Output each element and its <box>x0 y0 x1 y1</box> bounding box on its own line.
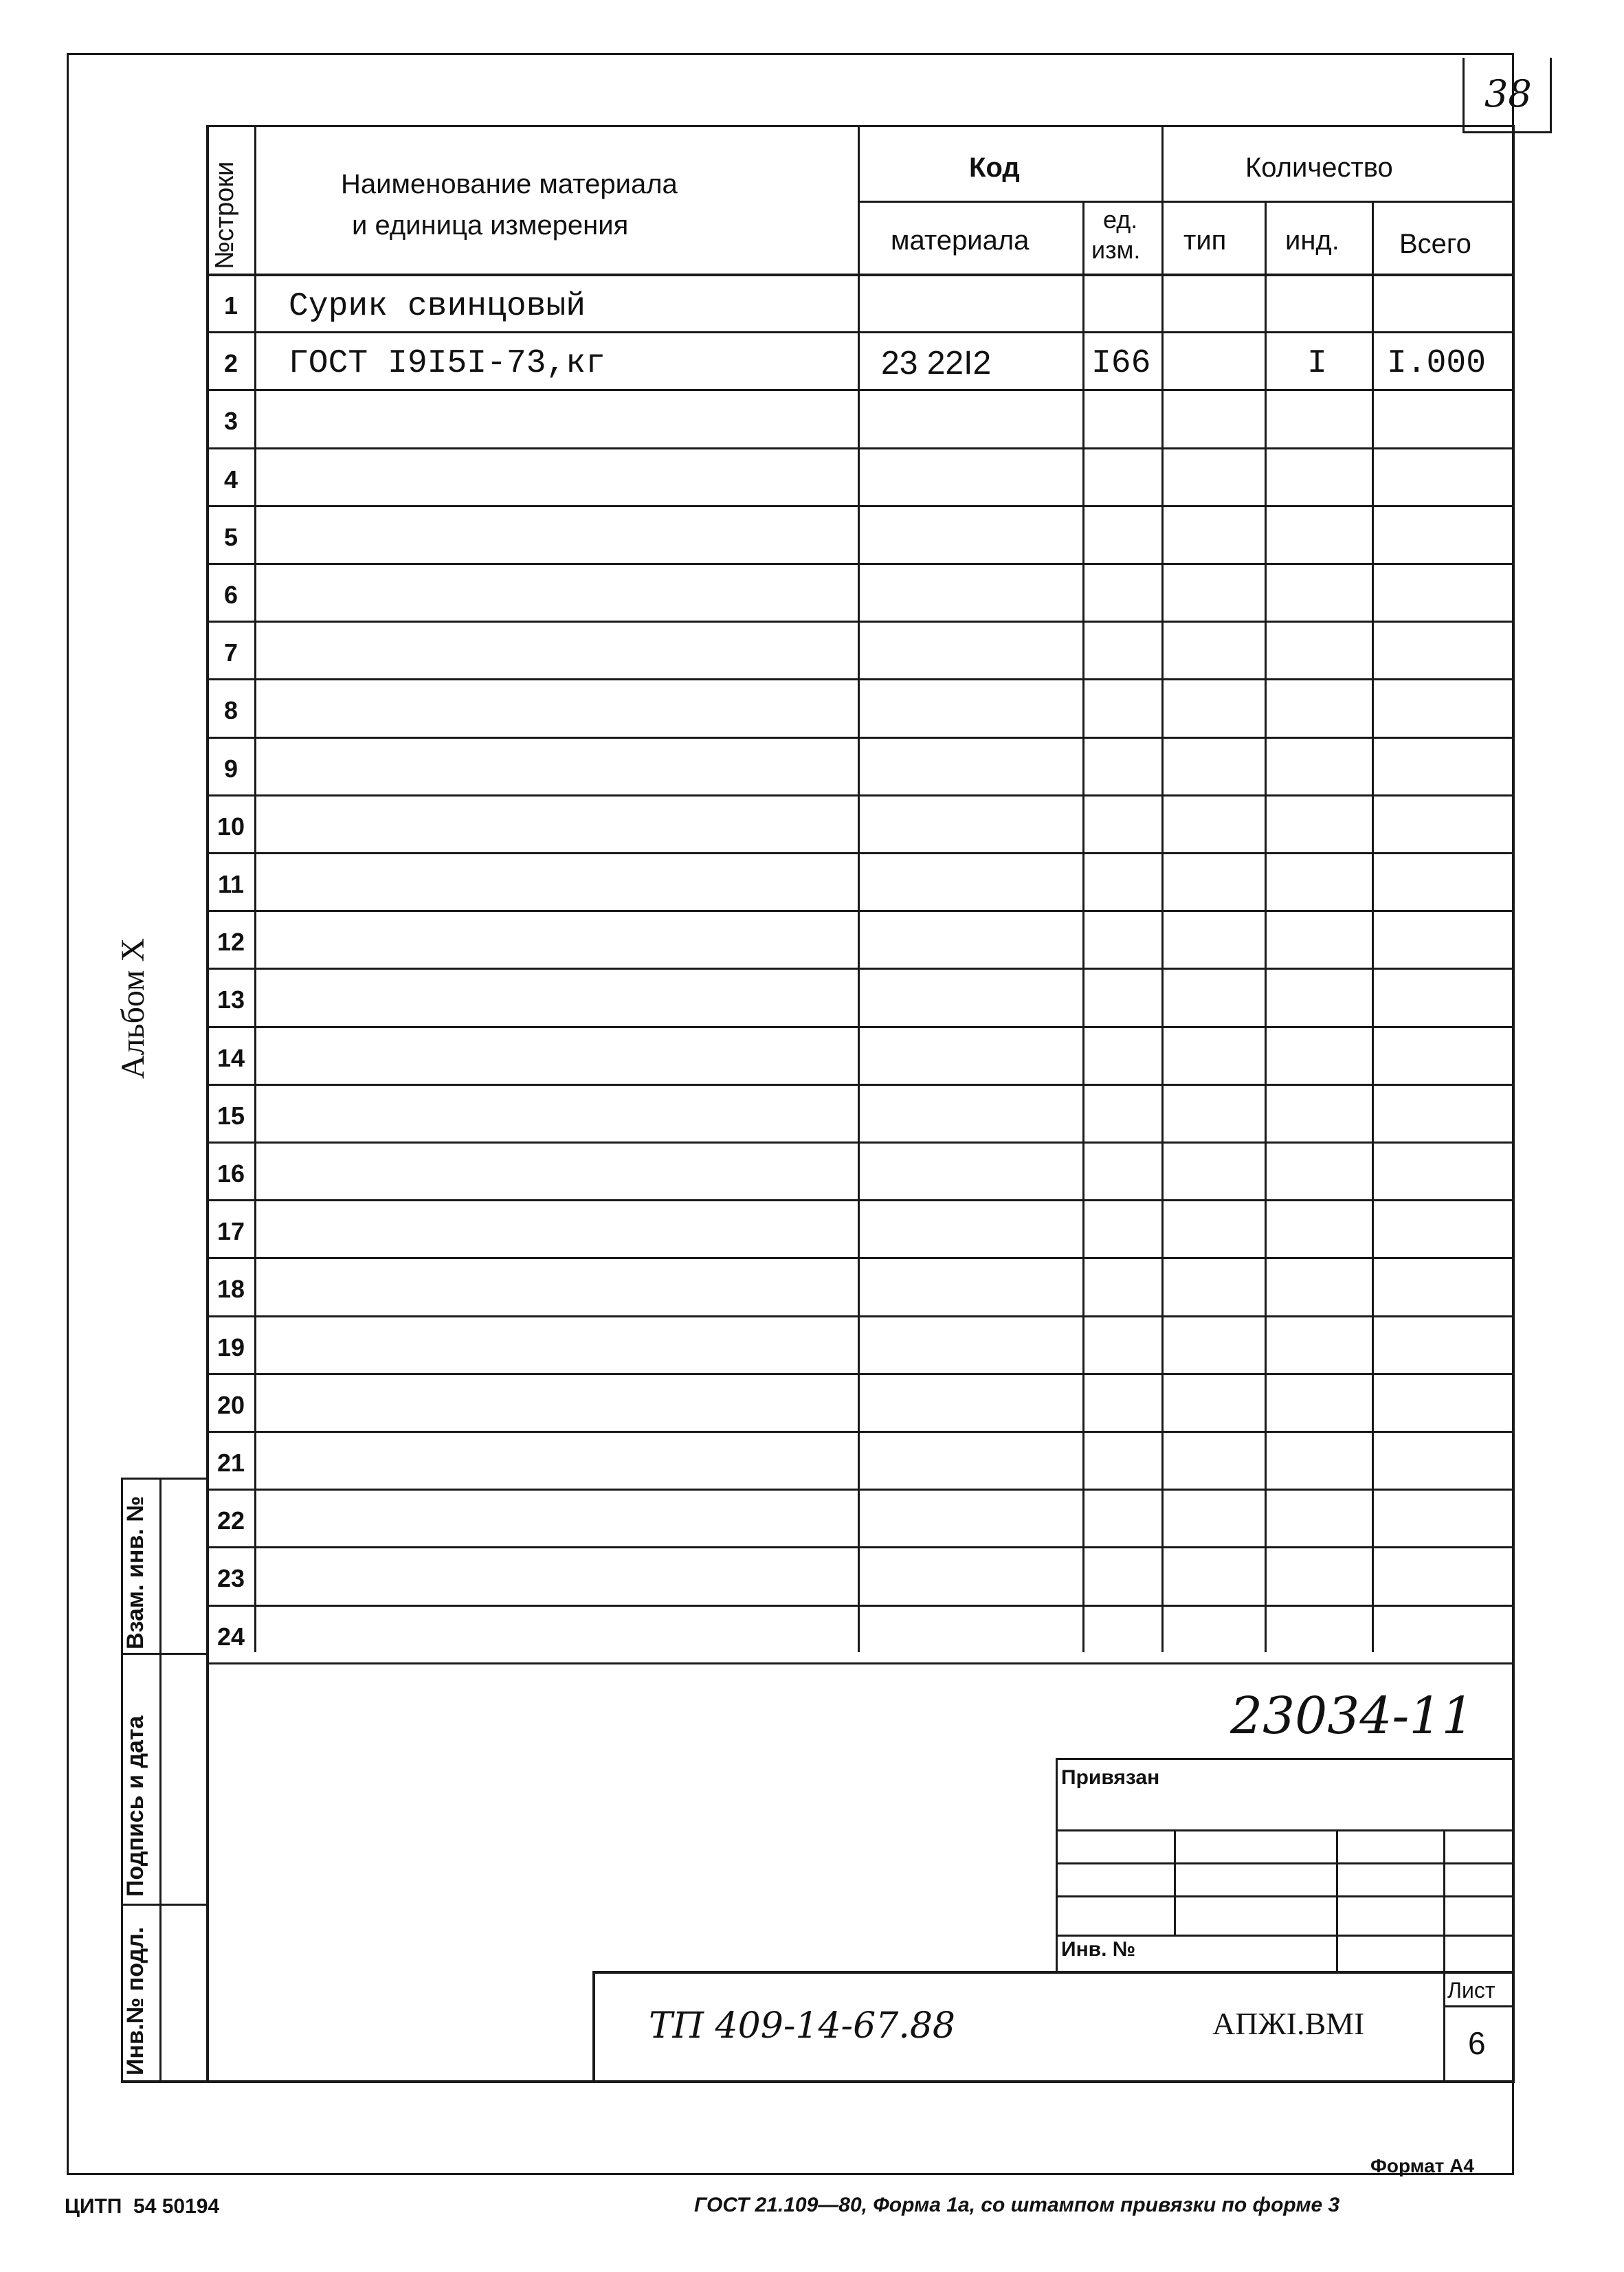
row-number: 10 <box>216 812 245 840</box>
row-line <box>206 737 1515 739</box>
row-number: 22 <box>216 1506 245 1535</box>
row-number: 4 <box>223 465 238 493</box>
stamp-line <box>592 1971 595 2082</box>
row-line <box>206 794 1515 797</box>
header-qty-total: Всего <box>1399 229 1471 259</box>
stamp-line <box>592 1971 1513 1974</box>
row-number: 12 <box>216 928 245 956</box>
side-stamp-line <box>121 1904 206 1906</box>
row-line <box>206 1257 1515 1259</box>
row-line <box>206 1662 1515 1664</box>
side-label-vzam: Взам. инв. № <box>122 1495 148 1649</box>
row-number: 23 <box>216 1564 245 1592</box>
row-number: 11 <box>217 870 245 898</box>
header-name-line2: и единица измерения <box>352 210 629 241</box>
side-label-podpis: Подпись и дата <box>122 1715 148 1897</box>
row-number: 3 <box>223 407 238 435</box>
header-code-unit-2: изм. <box>1091 236 1141 264</box>
row-number: 6 <box>223 581 238 609</box>
row-line <box>206 1431 1515 1433</box>
side-stamp-line <box>121 1653 206 1655</box>
table-line <box>1161 125 1164 1652</box>
row-line <box>206 331 1515 333</box>
side-stamp-line <box>159 1478 162 2082</box>
stamp-line <box>1443 1971 1445 2082</box>
table-line <box>858 201 1515 203</box>
row-number: 2 <box>223 349 238 377</box>
row-line <box>206 852 1515 854</box>
stamp-line <box>206 2080 1515 2083</box>
header-code-material: материала <box>891 225 1030 256</box>
inv-no-label: Инв. № <box>1061 1938 1136 1961</box>
table-line <box>1512 125 1515 1652</box>
row-line <box>206 1084 1515 1086</box>
row-line <box>206 389 1515 391</box>
row-number: 7 <box>223 638 238 667</box>
gost-label: ГОСТ 21.109—80, Форма 1а, со штампом привязки по форме 3 <box>694 2194 1340 2216</box>
row-number: 9 <box>223 755 238 783</box>
row-line <box>206 1489 1515 1491</box>
header-code: Код <box>969 153 1020 183</box>
side-stamp-line <box>121 2080 209 2083</box>
row-2-unit: I66 <box>1091 345 1151 382</box>
row-number: 16 <box>216 1159 245 1188</box>
stamp-line <box>1336 1829 1338 1972</box>
page-number: 38 <box>1484 72 1532 115</box>
privyazan-label: Привязан <box>1061 1766 1160 1789</box>
side-label-inv-podl: Инв.№ подл. <box>122 1926 148 2075</box>
handwritten-number: 23034-11 <box>1230 1686 1474 1746</box>
row-line <box>206 621 1515 623</box>
row-2-name: ГОСТ I9I5I-73,кг <box>289 345 605 382</box>
header-row-no: №строки <box>210 161 239 269</box>
row-2-ind: I <box>1307 345 1327 382</box>
row-line <box>206 968 1515 970</box>
row-number: 14 <box>216 1044 245 1072</box>
header-name-line1: Наименование материала <box>341 169 678 199</box>
stamp-line <box>206 1652 209 2082</box>
row-number: 24 <box>216 1623 245 1651</box>
row-number: 20 <box>216 1391 245 1419</box>
row-line <box>206 1373 1515 1375</box>
row-number: 18 <box>216 1275 245 1303</box>
row-line <box>206 505 1515 507</box>
row-number: 8 <box>223 696 238 724</box>
stamp-line <box>1443 2005 1513 2007</box>
table-line <box>1265 201 1267 1652</box>
row-number: 1 <box>223 291 238 320</box>
row-line <box>206 447 1515 449</box>
header-quantity: Количество <box>1245 153 1393 183</box>
row-1-name: Сурик свинцовый <box>289 288 586 325</box>
row-number: 5 <box>223 523 238 551</box>
table-line <box>858 125 860 1652</box>
list-label: Лист <box>1447 1978 1495 2003</box>
doc-code: ТП 409-14-67.88 <box>649 2005 955 2047</box>
row-number: 19 <box>216 1333 245 1361</box>
row-line <box>206 1546 1515 1548</box>
row-number: 13 <box>216 985 245 1014</box>
row-line <box>206 1199 1515 1201</box>
row-line <box>206 1605 1515 1607</box>
doc-mark: АПЖI.ВМI <box>1212 2006 1365 2041</box>
album-label: Альбом X <box>115 937 151 1079</box>
header-code-unit-1: ед. <box>1103 205 1138 234</box>
row-line <box>206 1026 1515 1028</box>
header-qty-type: тип <box>1183 225 1227 256</box>
table-line <box>206 274 1515 276</box>
row-2-total: I.000 <box>1387 345 1487 382</box>
row-line <box>206 1315 1515 1317</box>
table-line <box>254 125 256 1652</box>
stamp-line <box>1443 1829 1445 1972</box>
row-line <box>206 678 1515 680</box>
row-line <box>206 1141 1515 1144</box>
stamp-line <box>1174 1829 1176 1936</box>
row-line <box>206 563 1515 565</box>
table-line <box>206 125 1515 127</box>
publisher-label: ЦИТП 54 50194 <box>65 2195 220 2218</box>
row-number: 17 <box>216 1217 245 1245</box>
header-qty-ind: инд. <box>1285 225 1339 256</box>
table-line <box>1082 201 1084 1652</box>
row-2-material: 23 22I2 <box>881 345 992 381</box>
list-value: 6 <box>1468 2025 1486 2061</box>
row-line <box>206 910 1515 912</box>
table-line <box>1372 201 1374 1652</box>
row-number: 21 <box>216 1449 245 1477</box>
format-label: Формат А4 <box>1370 2155 1474 2176</box>
row-number: 15 <box>216 1102 245 1130</box>
